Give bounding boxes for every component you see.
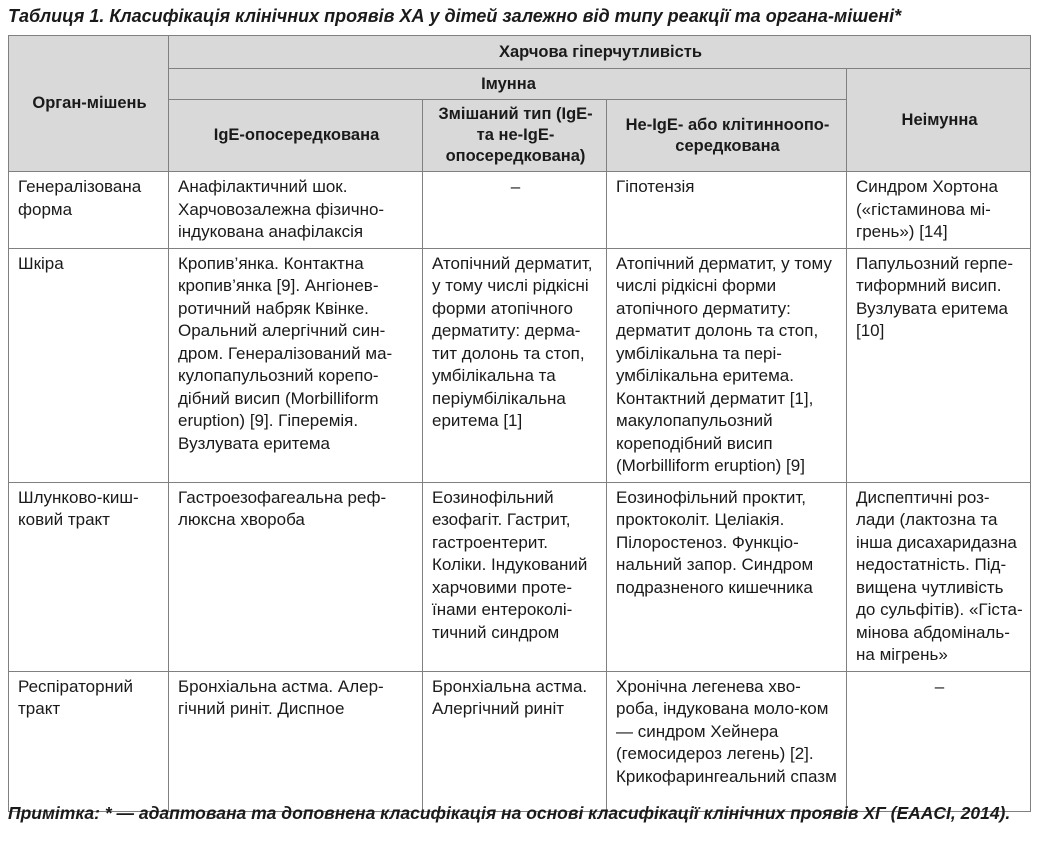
cell-mixed: Еозинофільний езофагіт. Гастрит, гастроентерит. Коліки. Індукований харчовими проте-їнами ентероколі-тичний синдром xyxy=(423,482,607,671)
table-row xyxy=(9,172,1031,249)
cell-organ: Шлунково-киш-ковий тракт xyxy=(9,482,169,671)
cell-ige: Гастроезофагеальна реф-люксна хвороба xyxy=(169,482,423,671)
cell-ige: Анафілактичний шок. Харчовозалежна фізично-індукована анафілаксія xyxy=(169,172,423,249)
cell-non-immune: – xyxy=(847,671,1031,811)
cell-mixed: Атопічний дерматит, у тому числі рідкісні форми атопічного дерматиту: дерма-тит долонь та стоп, умбілікальна та періумбілікальна еритема [1] xyxy=(423,248,607,482)
table-row xyxy=(9,248,1031,482)
cell-non-immune: Диспептичні роз-лади (лактозна та інша дисахаридазна недостатність. Під-вищена чутливість до сульфітів). «Гіста-мінова абдоміналь-на мігрень» xyxy=(847,482,1031,671)
cell-organ: Шкіра xyxy=(9,248,169,482)
cell-organ: Респіраторний тракт xyxy=(9,671,169,811)
cell-non-ige: Гіпотензія xyxy=(607,172,847,249)
cell-non-ige: Атопічний дерматит, у тому числі рідкісні форми атопічного дерматиту: дерматит долонь та стоп, умбілікальна та пері-умбілікальна еритема. Контактний дерматит [1], макулопапульозний кореподібний висип (Morbilliform eruption) [9] xyxy=(607,248,847,482)
cell-non-immune: Папульозний герпе-тиформний висип. Вузлувата еритема [10] xyxy=(847,248,1031,482)
table-row xyxy=(9,671,1031,811)
header-mixed: Змішаний тип (IgE- та не-IgE-опосередкована) xyxy=(423,100,607,172)
table-footnote: Примітка: * — адаптована та доповнена класифікація на основі класифікації клінічних проявів ХГ (EAACI, 2014). xyxy=(8,803,1011,823)
classification-table xyxy=(8,35,1031,812)
table-caption: Таблиця 1. Класифікація клінічних проявів ХА у дітей залежно від типу реакції та органа-мішені* xyxy=(8,6,902,26)
cell-organ: Генералізована форма xyxy=(9,172,169,249)
header-organ: Орган-мішень xyxy=(9,36,169,172)
cell-mixed: – xyxy=(423,172,607,249)
cell-ige: Кропив’янка. Контактна кропив’янка [9]. Ангіонев-ротичний набряк Квінке. Оральний алергічний син-дром. Генералізований ма-кулопапульозний корепо-дібний висип (Morbilliform eruption) [9]. Гіперемія. Вузлувата еритема xyxy=(169,248,423,482)
cell-ige: Бронхіальна астма. Алер-гічний риніт. Диспное xyxy=(169,671,423,811)
table-row xyxy=(9,482,1031,671)
cell-non-immune: Синдром Хортона («гістаминова мі-грень») [14] xyxy=(847,172,1031,249)
header-non-immune: Неімунна xyxy=(847,69,1031,172)
cell-mixed: Бронхіальна астма. Алергічний риніт xyxy=(423,671,607,811)
header-food-hypersensitivity: Харчова гіперчутливість xyxy=(169,36,1031,69)
cell-non-ige: Хронічна легенева хво-роба, індукована моло-ком — синдром Хейнера (гемосидероз легень) [2]. Крикофарингеальний спазм xyxy=(607,671,847,811)
header-ige: IgE-опосередкована xyxy=(169,100,423,172)
header-immune: Імунна xyxy=(169,69,847,100)
header-non-ige: Не-IgE- або клітинноопо-середкована xyxy=(607,100,847,172)
cell-non-ige: Еозинофільний проктит, проктоколіт. Целіакія. Пілоростеноз. Функціо-нальний запор. Синдром подразненого кишечника xyxy=(607,482,847,671)
